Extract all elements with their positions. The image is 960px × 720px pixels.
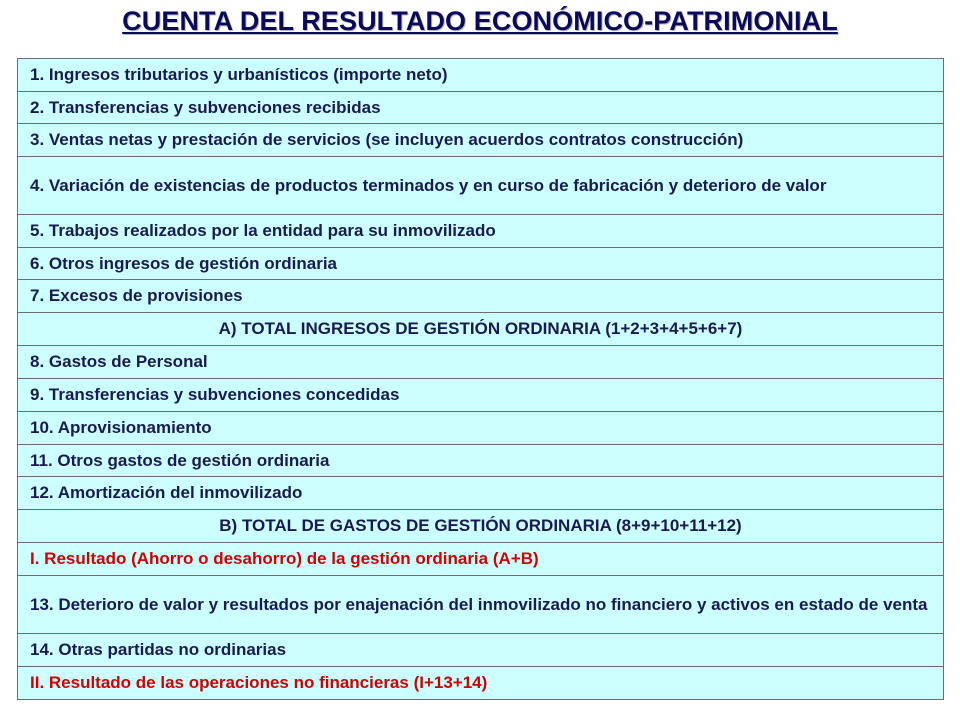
total-expenses-row	[18, 510, 943, 543]
table-row	[18, 59, 943, 92]
table-row	[18, 248, 943, 280]
income-statement-table	[17, 58, 944, 700]
total-income-row	[18, 313, 943, 346]
row-label: 14. Otras partidas no ordinarias	[30, 640, 287, 659]
result-row	[18, 543, 943, 576]
row-label: 10. Aprovisionamiento	[30, 418, 212, 437]
result-row	[18, 667, 943, 699]
table-row	[18, 157, 943, 215]
table-row	[18, 215, 943, 248]
row-label: 3. Ventas netas y prestación de servicios (se incluyen acuerdos contratos construcción)	[30, 130, 744, 149]
table-row	[18, 280, 943, 313]
table-row	[18, 346, 943, 379]
table-row	[18, 477, 943, 510]
table-row	[18, 379, 943, 412]
table-row	[18, 124, 943, 157]
table-row	[18, 412, 943, 445]
row-label: 13. Deterioro de valor y resultados por enajenación del inmovilizado no financiero y activos en estado de venta	[30, 594, 928, 614]
table-row	[18, 634, 943, 667]
row-label: 6. Otros ingresos de gestión ordinaria	[30, 253, 338, 273]
row-label: 5. Trabajos realizados por la entidad para su inmovilizado	[30, 221, 496, 240]
table-row	[18, 445, 943, 477]
row-label: 8. Gastos de Personal	[30, 352, 208, 371]
row-label: II. Resultado de las operaciones no financieras (I+13+14)	[30, 673, 488, 692]
row-label: 9. Transferencias y subvenciones concedidas	[30, 385, 400, 404]
row-label: I. Resultado (Ahorro o desahorro) de la gestión ordinaria (A+B)	[30, 549, 539, 568]
row-label: 11. Otros gastos de gestión ordinaria	[30, 450, 330, 470]
row-label: 4. Variación de existencias de productos terminados y en curso de fabricación y deterioro de valor	[30, 175, 827, 195]
table-row	[18, 576, 943, 634]
row-label: 7. Excesos de provisiones	[30, 286, 243, 305]
row-label: 2. Transferencias y subvenciones recibidas	[30, 97, 381, 117]
row-label: A) TOTAL INGRESOS DE GESTIÓN ORDINARIA (1+2+3+4+5+6+7)	[218, 319, 743, 338]
row-label: 1. Ingresos tributarios y urbanísticos (importe neto)	[30, 65, 448, 84]
page-title: CUENTA DEL RESULTADO ECONÓMICO-PATRIMONIAL	[122, 6, 838, 36]
table-row	[18, 92, 943, 124]
row-label: B) TOTAL DE GASTOS DE GESTIÓN ORDINARIA (8+9+10+11+12)	[219, 516, 742, 535]
row-label: 12. Amortización del inmovilizado	[30, 483, 303, 502]
